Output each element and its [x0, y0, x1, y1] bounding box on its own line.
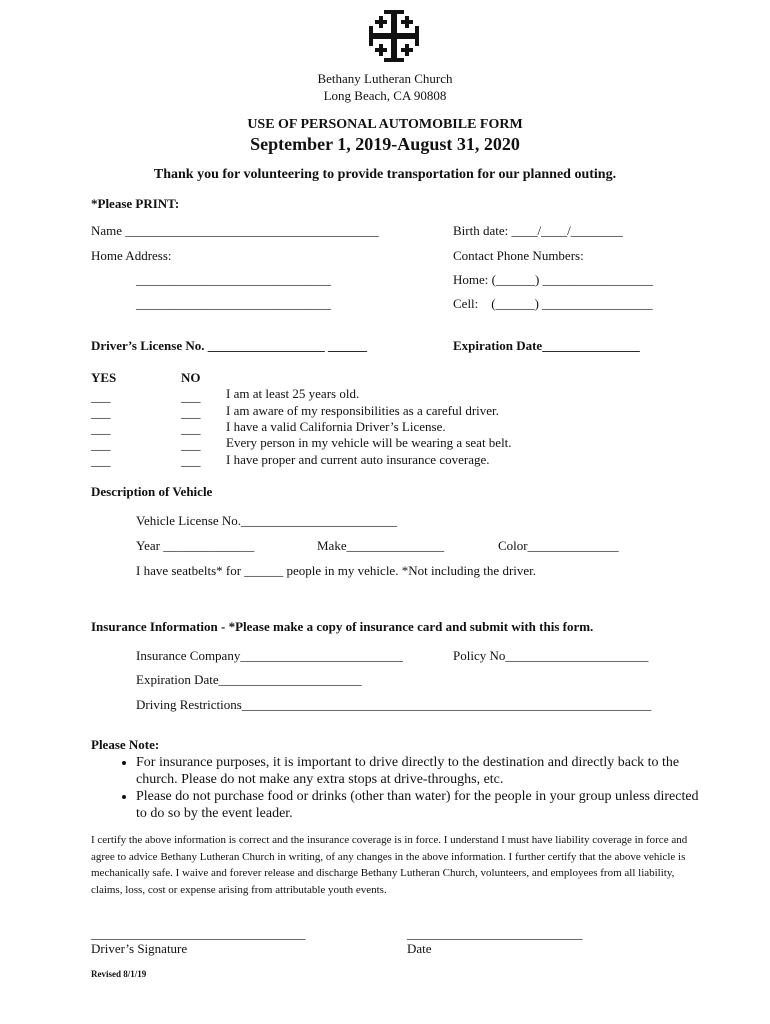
driving-restrictions-field[interactable]: Driving Restrictions_______________________________________________________________	[136, 697, 652, 712]
no-blank[interactable]: ___	[181, 389, 201, 404]
notes-list	[98, 754, 706, 822]
home-phone-field[interactable]: Home: (______) _________________	[453, 272, 654, 287]
thanks-line: Thank you for volunteering to provide transportation for our planned outing.	[153, 167, 617, 182]
home-address-label: Home Address:	[91, 248, 172, 263]
note-item: • For insurance purposes, it is important to drive directly to the destination and directly back to the church. Please do not make any extra stops at drive-throughs, etc.	[136, 754, 706, 788]
vehicle-year-field[interactable]: Year ______________	[136, 538, 255, 553]
revised-note: Revised 8/1/19	[91, 969, 147, 979]
certification-text: I certify the above information is correct and the insurance coverage is in force. I understand I must have liability coverage in force and agree to advice Bethany Lutheran Church in writing, of any changes in the above information. I further certify that the above vehicle is mechanically safe. I waive and forever release and discharge Bethany Lutheran Church, volunteers, and employees from all liability, claims, loss, cost or expense arising from attributable youth events.	[91, 834, 688, 896]
signature-label: Driver’s Signature	[91, 941, 188, 956]
yes-header: YES	[91, 370, 117, 385]
policy-number-field[interactable]: Policy No______________________	[453, 648, 649, 663]
checklist-item: I am at least 25 years old.	[226, 386, 360, 401]
checklist-item: I am aware of my responsibilities as a careful driver.	[226, 403, 499, 418]
vehicle-heading: Description of Vehicle	[91, 484, 213, 499]
print-note: *Please PRINT:	[91, 196, 180, 211]
yes-blank[interactable]: ___	[91, 437, 111, 452]
insurance-expiration-field[interactable]: Expiration Date______________________	[136, 672, 362, 687]
church-name: Bethany Lutheran Church	[317, 71, 453, 86]
yes-blank[interactable]: ___	[91, 421, 111, 436]
yes-blank[interactable]: ___	[91, 405, 111, 420]
vehicle-color-field[interactable]: Color______________	[498, 538, 619, 553]
vehicle-make-field[interactable]: Make_______________	[317, 538, 445, 553]
date-label: Date	[407, 941, 432, 956]
jerusalem-cross-icon	[369, 10, 419, 62]
contact-phone-label: Contact Phone Numbers:	[453, 248, 584, 263]
no-blank[interactable]: ___	[181, 437, 201, 452]
cell-phone-field[interactable]: Cell: (______) _________________	[453, 296, 653, 311]
yes-blank[interactable]: ___	[91, 453, 111, 468]
form-title: USE OF PERSONAL AUTOMOBILE FORM	[247, 117, 523, 132]
birth-date-field[interactable]: Birth date: ____/____/________	[453, 223, 623, 238]
license-expiration-field[interactable]: Expiration Date_______________	[453, 338, 640, 353]
insurance-company-field[interactable]: Insurance Company_________________________	[136, 648, 403, 663]
signature-line[interactable]: _________________________________	[91, 926, 306, 941]
no-blank[interactable]: ___	[181, 405, 201, 420]
church-address: Long Beach, CA 90808	[323, 88, 447, 103]
address-line-1[interactable]: ______________________________	[136, 272, 331, 287]
name-field[interactable]: Name _______________________________________	[91, 223, 379, 238]
address-line-2[interactable]: ______________________________	[136, 296, 331, 311]
yes-blank[interactable]: ___	[91, 389, 111, 404]
no-blank[interactable]: ___	[181, 421, 201, 436]
seatbelts-field[interactable]: I have seatbelts* for ______ people in my vehicle. *Not including the driver.	[136, 563, 537, 578]
no-header: NO	[181, 370, 201, 385]
notes-heading: Please Note:	[91, 737, 160, 752]
checklist-item: I have a valid California Driver’s License.	[226, 419, 446, 434]
vehicle-license-field[interactable]: Vehicle License No.________________________	[136, 513, 398, 528]
note-item: • Please do not purchase food or drinks (other than water) for the people in your group unless directed to do so by the event leader.	[136, 788, 706, 822]
checklist-item: Every person in my vehicle will be wearing a seat belt.	[226, 435, 512, 450]
drivers-license-field[interactable]: Driver’s License No. __________________ ______	[91, 338, 367, 353]
date-line[interactable]: ___________________________	[407, 926, 583, 941]
insurance-heading: Insurance Information - *Please make a copy of insurance card and submit with this form.	[91, 619, 594, 634]
no-blank[interactable]: ___	[181, 453, 201, 468]
checklist-item: I have proper and current auto insurance coverage.	[226, 452, 490, 467]
date-range: September 1, 2019-August 31, 2020	[250, 134, 520, 154]
